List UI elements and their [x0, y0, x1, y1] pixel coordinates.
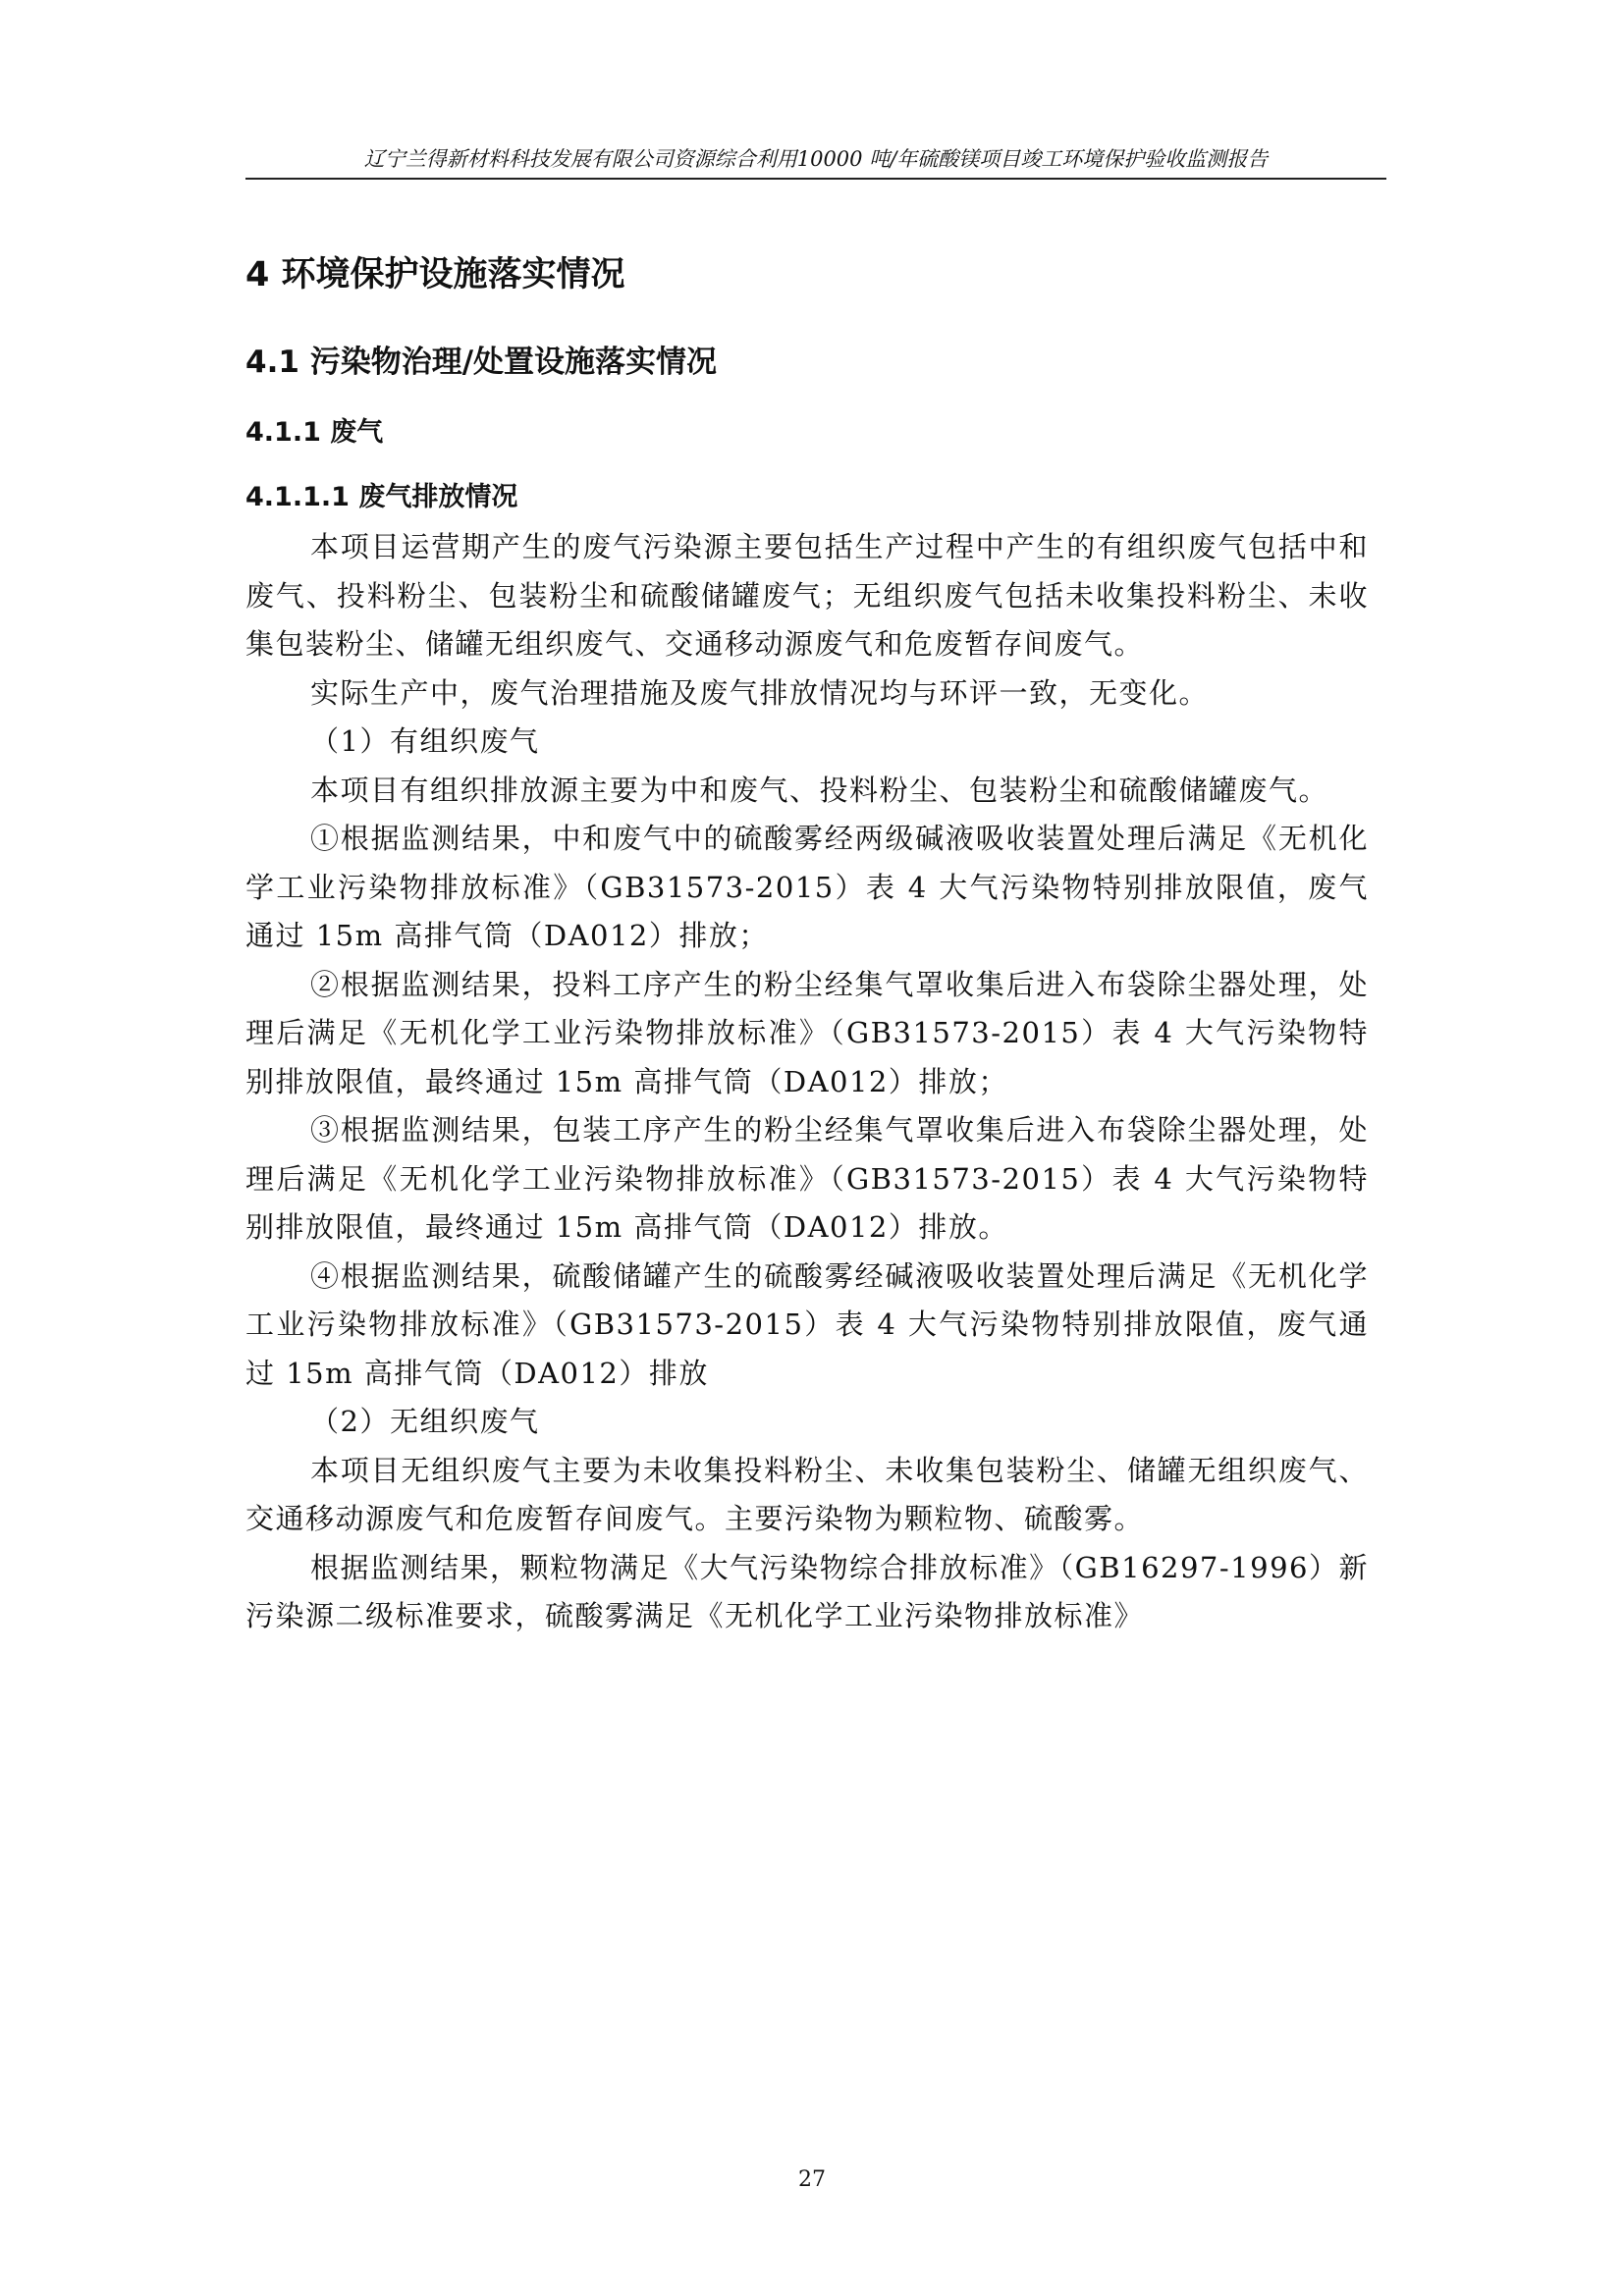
chapter-heading: 4 环境保护设施落实情况 [245, 255, 625, 294]
paragraph-item-1: ①根据监测结果，中和废气中的硫酸雾经两级碱液吸收装置处理后满足《无机化学工业污染物排放标准》（GB31573-2015）表 4 大气污染物特别排放限值，废气通过 15m 高排气筒（DA012）排放； [245, 822, 1369, 952]
running-header: 辽宁兰得新材料科技发展有限公司资源综合利用10000 吨/年硫酸镁项目竣工环境保护验收监测报告 [363, 147, 1269, 171]
subsubsection-heading: 4.1.1.1 废气排放情况 [245, 482, 518, 512]
section-heading: 4.1 污染物治理/处置设施落实情况 [245, 345, 718, 380]
paragraph-fugitive-sources: 本项目无组织废气主要为未收集投料粉尘、未收集包装粉尘、储罐无组织废气、交通移动源废气和危废暂存间废气。主要污染物为颗粒物、硫酸雾。 [245, 1453, 1369, 1535]
header-divider [245, 178, 1386, 180]
paragraph-fugitive-heading: （2）无组织废气 [310, 1405, 540, 1438]
subsection-heading: 4.1.1 废气 [245, 417, 384, 448]
paragraph-organized-sources: 本项目有组织排放源主要为中和废气、投料粉尘、包装粉尘和硫酸储罐废气。 [310, 773, 1329, 807]
paragraph-item-3: ③根据监测结果，包装工序产生的粉尘经集气罩收集后进入布袋除尘器处理，处理后满足《无机化学工业污染物排放标准》（GB31573-2015）表 4 大气污染物特别排放限值，最终通过 15m 高排气筒（DA012）排放。 [245, 1113, 1369, 1244]
paragraph-item-2: ②根据监测结果，投料工序产生的粉尘经集气罩收集后进入布袋除尘器处理，处理后满足《无机化学工业污染物排放标准》（GB31573-2015）表 4 大气污染物特别排放限值，最终通过 15m 高排气筒（DA012）排放； [245, 967, 1369, 1098]
paragraph-overview: 本项目运营期产生的废气污染源主要包括生产过程中产生的有组织废气包括中和废气、投料粉尘、包装粉尘和硫酸储罐废气；无组织废气包括未收集投料粉尘、未收集包装粉尘、储罐无组织废气、交通移动源废气和危废暂存间废气。 [245, 530, 1369, 661]
paragraph-consistency: 实际生产中，废气治理措施及废气排放情况均与环评一致，无变化。 [310, 675, 1210, 710]
page-number: 27 [798, 2167, 826, 2192]
paragraph-item-4: ④根据监测结果，硫酸储罐产生的硫酸雾经碱液吸收装置处理后满足《无机化学工业污染物排放标准》（GB31573-2015）表 4 大气污染物特别排放限值，废气通过 15m 高排气筒（DA012）排放 [245, 1258, 1369, 1390]
paragraph-monitoring-result: 根据监测结果，颗粒物满足《大气污染物综合排放标准》（GB16297-1996）新污染源二级标准要求，硫酸雾满足《无机化学工业污染物排放标准》 [245, 1550, 1369, 1632]
page-body [245, 255, 1369, 1641]
paragraph-organized-heading: （1）有组织废气 [310, 724, 540, 758]
